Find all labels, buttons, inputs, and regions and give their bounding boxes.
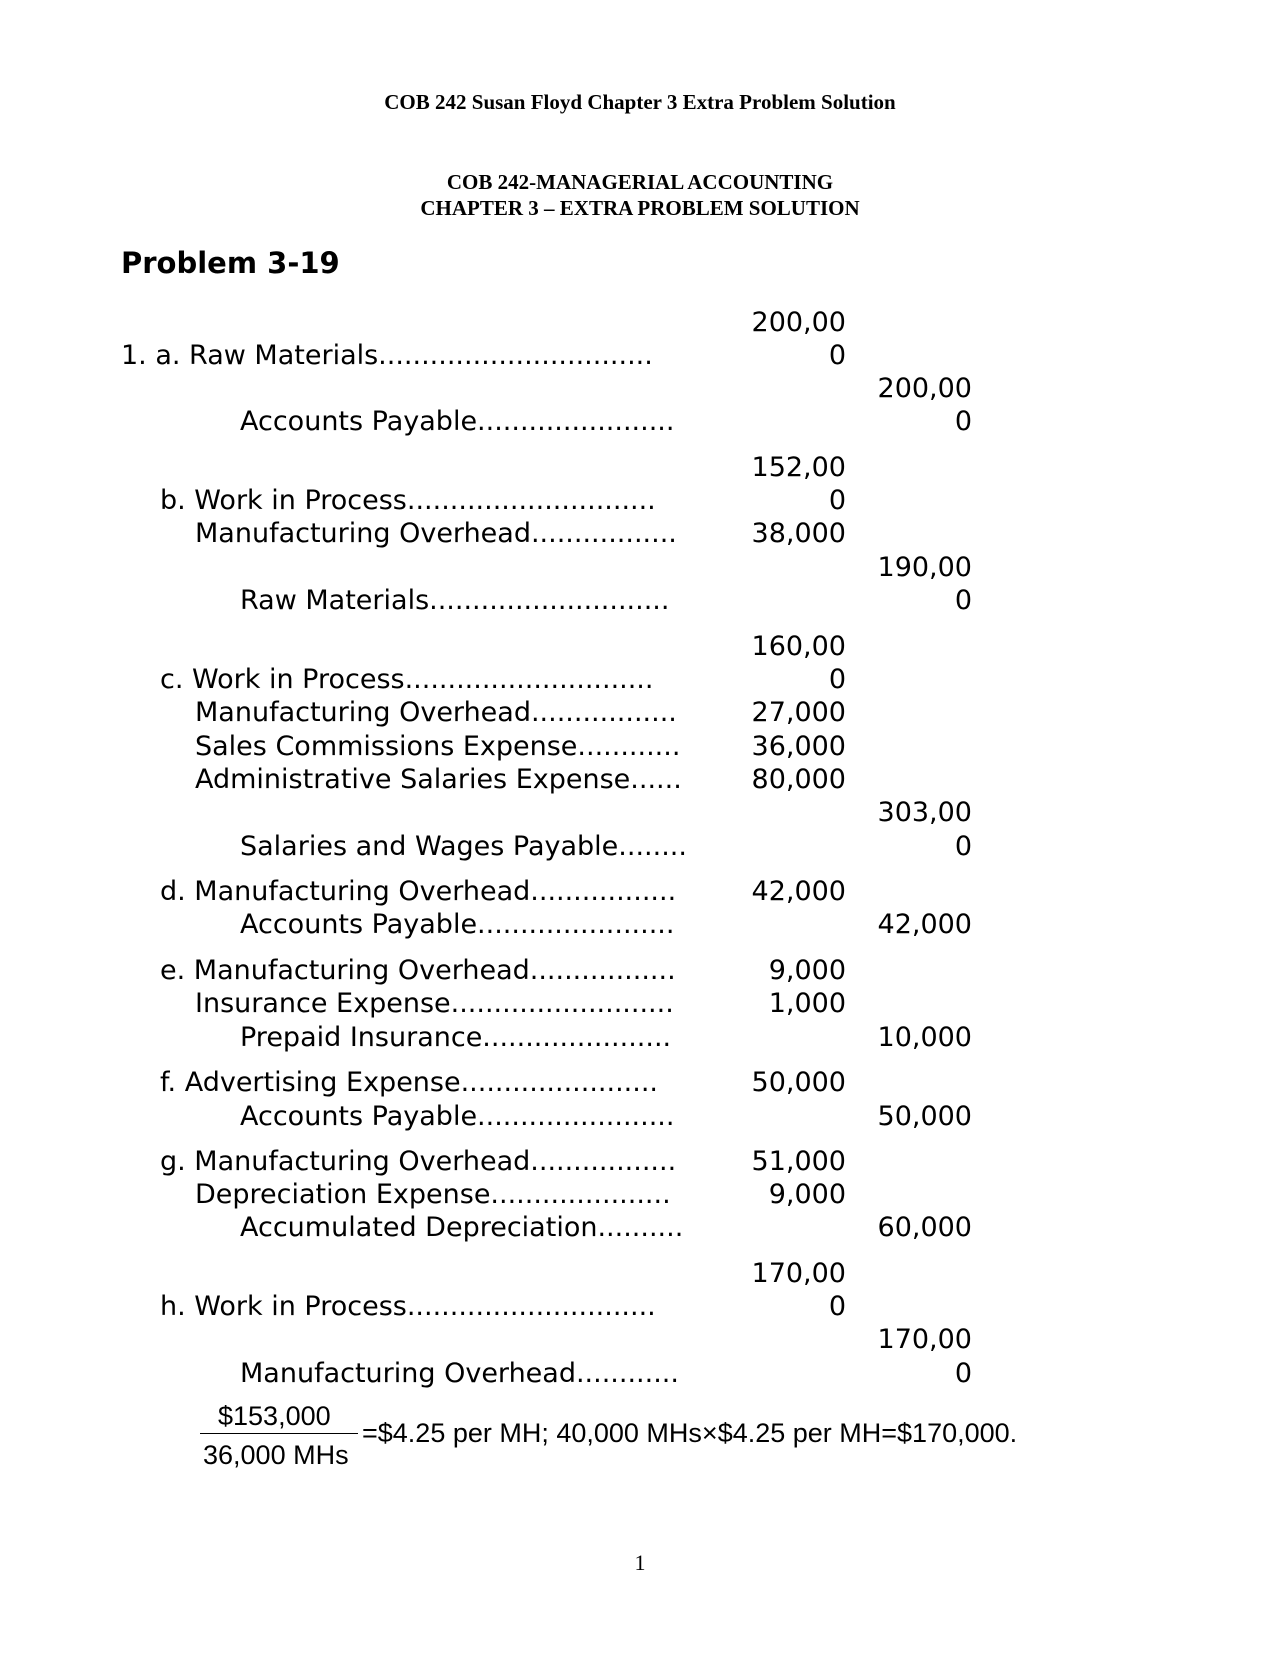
- debit-amount: 42,000: [751, 876, 846, 907]
- document-title-line-2: CHAPTER 3 – EXTRA PROBLEM SOLUTION: [420, 196, 860, 220]
- journal-account: 1. a. Raw Materials................................: [121, 340, 653, 371]
- formula-result: =$4.25 per MH; 40,000 MHs×$4.25 per MH=$170,000.: [362, 1418, 1018, 1448]
- credit-amount: 200,00: [877, 373, 972, 404]
- credit-amount: 0: [954, 585, 972, 616]
- problem-heading: Problem 3-19: [121, 246, 340, 280]
- debit-amount: 51,000: [751, 1146, 846, 1177]
- credit-amount: 0: [954, 1358, 972, 1389]
- debit-amount: 0: [828, 340, 846, 371]
- debit-amount: 0: [828, 485, 846, 516]
- journal-account: b. Work in Process.............................: [160, 485, 656, 516]
- debit-amount: 0: [828, 1291, 846, 1322]
- debit-amount: 50,000: [751, 1067, 846, 1098]
- debit-amount: 38,000: [751, 518, 846, 549]
- journal-account: Accounts Payable.......................: [240, 1101, 675, 1132]
- journal-account: h. Work in Process.............................: [160, 1291, 656, 1322]
- journal-account: Sales Commissions Expense............: [195, 731, 681, 762]
- fraction-bar: [200, 1433, 358, 1434]
- debit-amount: 80,000: [751, 764, 846, 795]
- journal-account: Accounts Payable.......................: [240, 406, 675, 437]
- journal-account: f. Advertising Expense.......................: [160, 1067, 658, 1098]
- fraction-numerator: $153,000: [218, 1401, 331, 1431]
- credit-amount: 10,000: [877, 1022, 972, 1053]
- credit-amount: 0: [954, 406, 972, 437]
- document-title-line-1: COB 242-MANAGERIAL ACCOUNTING: [446, 170, 834, 194]
- journal-account: Accumulated Depreciation..........: [240, 1212, 684, 1243]
- debit-amount: 160,00: [751, 631, 846, 662]
- journal-account: Prepaid Insurance......................: [240, 1022, 672, 1053]
- fraction-denominator: 36,000 MHs: [203, 1440, 349, 1470]
- journal-account: Administrative Salaries Expense......: [195, 764, 682, 795]
- page-number: 1: [634, 1550, 646, 1575]
- debit-amount: 9,000: [768, 1179, 846, 1210]
- journal-account: Manufacturing Overhead............: [240, 1358, 679, 1389]
- debit-amount: 1,000: [768, 988, 846, 1019]
- debit-amount: 36,000: [751, 731, 846, 762]
- debit-amount: 27,000: [751, 697, 846, 728]
- journal-account: Insurance Expense..........................: [195, 988, 674, 1019]
- journal-account: Manufacturing Overhead.................: [195, 518, 677, 549]
- journal-account: Accounts Payable.......................: [240, 909, 675, 940]
- journal-account: d. Manufacturing Overhead.................: [160, 876, 677, 907]
- credit-amount: 50,000: [877, 1101, 972, 1132]
- journal-account: Raw Materials............................: [240, 585, 670, 616]
- credit-amount: 0: [954, 831, 972, 862]
- debit-amount: 200,00: [751, 307, 846, 338]
- credit-amount: 170,00: [877, 1324, 972, 1355]
- journal-account: Depreciation Expense.....................: [195, 1179, 671, 1210]
- debit-amount: 170,00: [751, 1258, 846, 1289]
- credit-amount: 60,000: [877, 1212, 972, 1243]
- credit-amount: 190,00: [877, 552, 972, 583]
- credit-amount: 42,000: [877, 909, 972, 940]
- journal-account: c. Work in Process.............................: [160, 664, 654, 695]
- journal-account: Salaries and Wages Payable........: [240, 831, 687, 862]
- debit-amount: 0: [828, 664, 846, 695]
- debit-amount: 152,00: [751, 452, 846, 483]
- debit-amount: 9,000: [768, 955, 846, 986]
- journal-account: g. Manufacturing Overhead.................: [160, 1146, 677, 1177]
- credit-amount: 303,00: [877, 797, 972, 828]
- journal-account: Manufacturing Overhead.................: [195, 697, 677, 728]
- running-header: COB 242 Susan Floyd Chapter 3 Extra Problem Solution: [384, 90, 896, 114]
- journal-account: e. Manufacturing Overhead.................: [160, 955, 676, 986]
